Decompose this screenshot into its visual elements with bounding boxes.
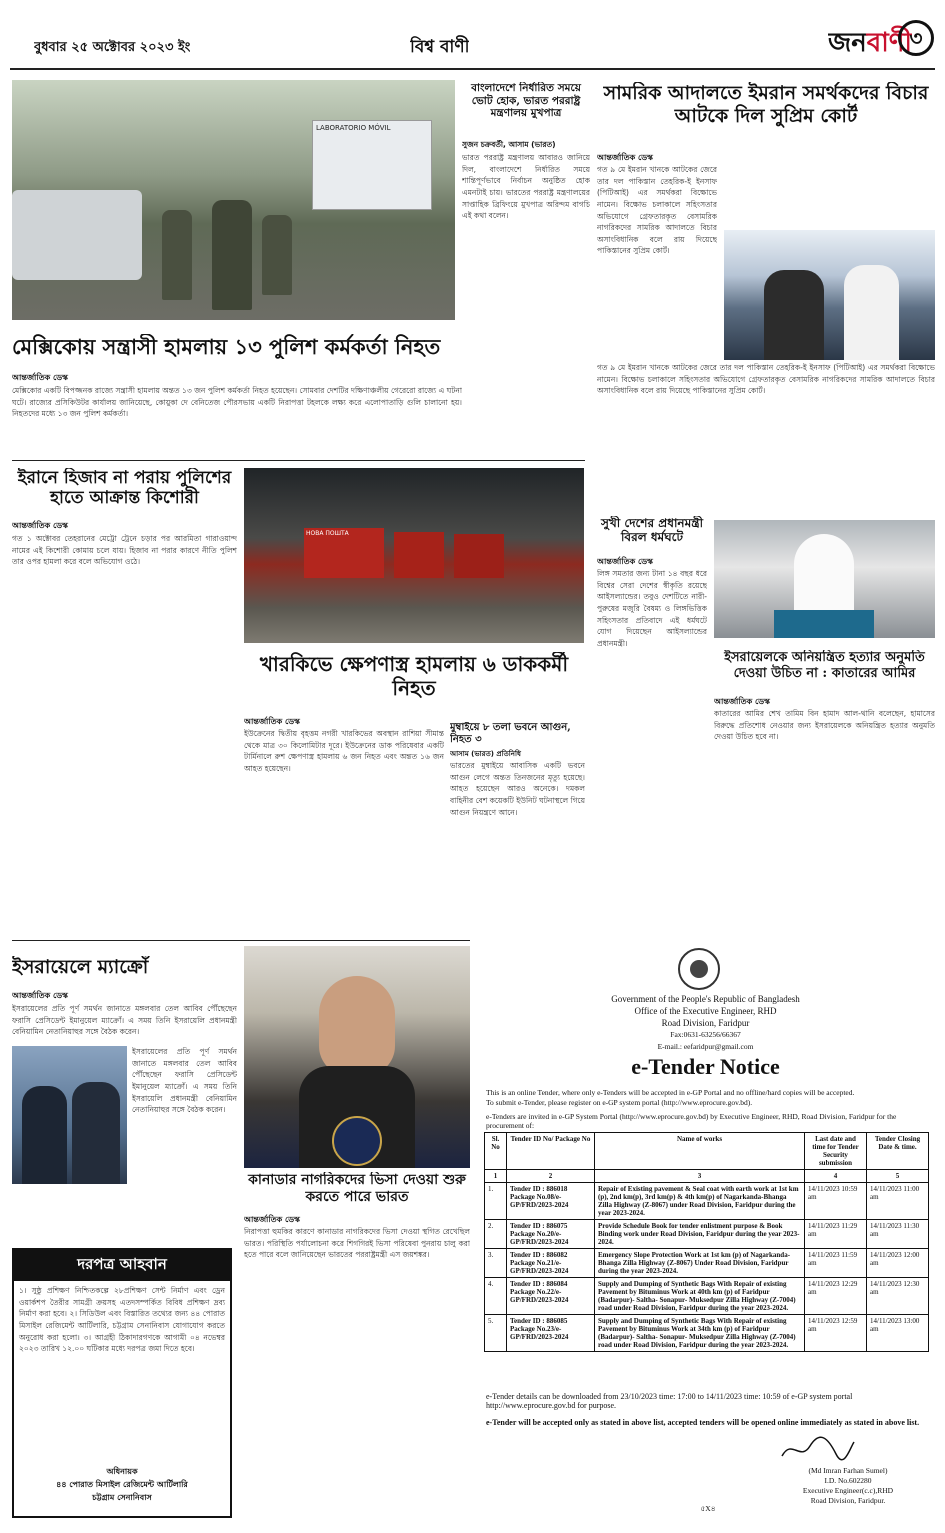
qatar-byline: আন্তর্জাতিক ডেস্ক — [714, 697, 770, 706]
section-divider — [12, 460, 585, 461]
canada-byline: আন্তর্জাতিক ডেস্ক — [244, 1215, 300, 1224]
person-figure — [22, 1086, 67, 1184]
table-row — [485, 1183, 929, 1220]
qatar-body: কাতারের আমির শেখ তামিম বিন হামাদ আল-থানি বলেছেন, হামাসের বিরুদ্ধে প্রতিশোধ নেওয়ার জন্য ইসরায়েলকে অনিয়ন্ত্রিত হত্যার অনুমতি দেওয়া উচিত হবে না। — [714, 709, 935, 742]
person-figure — [844, 265, 899, 360]
work-cell: Supply and Dumping of Synthetic Bags With Repair of existing Pavement by Bituminus Work at 34th km (p) of Faridpur (Badarpur)- Saltha- Sonapur- Muksedpur Zilla Highway (Z-7004) road under Road Division, Faridpur during the year 2023-2024. — [595, 1315, 805, 1352]
office-line: Office of the Executive Engineer, RHD — [634, 1006, 777, 1016]
sl-cell: 1. — [485, 1183, 507, 1220]
imran-photo — [724, 230, 935, 360]
podium — [774, 610, 874, 638]
closing-cell: 14/11/2023 12:00 am — [867, 1249, 929, 1278]
masthead-rule — [10, 68, 935, 70]
header-cell: Tender Closing Date & time. — [867, 1133, 929, 1170]
page-number: ৩ — [898, 20, 934, 56]
sl-cell: 3. — [485, 1249, 507, 1278]
tender-notice-bangla — [12, 1248, 232, 1518]
notice-signer-unit: ৪৪ পোরাত মিসাইল রেজিমেন্ট আর্টিলারি — [56, 1480, 188, 1489]
notice-signer-location: চট্টগ্রাম সেনানিবাস — [92, 1493, 152, 1502]
hijab-body: গত ১ অক্টোবর তেহরানের মেট্রো ট্রেনে চড়ার পর আরমিতা গারাওয়ান্দ নামের এই কিশোরী কোমায় চলে যায়। হিজাব না পরার কারণে নীতি পুলিশ তার ওপর হামলা করে বলে অভিযোগ ওঠে। — [12, 534, 237, 567]
hartal-body: লিঙ্গ সমতার জন্য টানা ১৪ বছর ধরে বিশ্বের সেরা দেশের স্বীকৃতি রয়েছে আইসল্যান্ডের। তবুও দেশটিতে নারী-পুরুষের মজুরি বৈষম্য ও লিঙ্গভিত্তিক সহিংসতার প্রতিবাদে এই ধর্মঘটে যোগ দিয়েছেন আইসল্যান্ডের প্রধানমন্ত্রী। — [597, 569, 707, 648]
mexico-byline: আন্তর্জাতিক ডেস্ক — [12, 373, 68, 382]
notice-title: দরপত্র আহবান — [14, 1250, 230, 1281]
macron-headline: ইসরায়েলে ম্যাক্রোঁ — [12, 956, 149, 978]
macron-byline: আন্তর্জাতিক ডেস্ক — [12, 991, 68, 1000]
post-container — [394, 532, 444, 578]
fax-line: Fax:0631-63256/66367 — [670, 1030, 741, 1039]
mumbai-body: ভারতের মুম্বাইয়ে আবাসিক একটি ভবনে আগুন লেগে অন্তত তিনজনের মৃত্যু হয়েছে। আহত হয়েছেন আরও অনেকে। দমকল বাহিনীর বেশ কয়েকটি ইউনিট ঘটনাস্থলে গিয়ে আগুন নিয়ন্ত্রণে আনে। — [450, 761, 585, 817]
signer-name: (Md Imran Farhan Sumel) — [808, 1466, 888, 1475]
work-cell: Repair of Existing pavement & Seal coat with earth work at 1st km (p), 2nd km(p), 3rd km(p) & 4th km(p) of Nagarkanda-Bhanga Zilla Highway (Z-8067) under Road Division, Faridpur during the year 2023-2024. — [595, 1183, 805, 1220]
email-line: E-mail.: eefaridpur@gmail.com — [657, 1042, 754, 1051]
gov-line: Government of the People's Republic of Bangladesh — [611, 994, 800, 1004]
intro-line-2: To submit e-Tender, please register on e-GP system portal (http://www.eprocure.gov.bd). — [486, 1098, 753, 1107]
pickup-truck — [12, 190, 142, 280]
hartal-byline: আন্তর্জাতিক ডেস্ক — [597, 557, 653, 566]
bangladesh-body: ভারত পররাষ্ট্র মন্ত্রণালয় আবারও জানিয়ে দিল, বাংলাদেশে নির্ধারিত সময়ে শান্তিপূর্ণভাবে নির্বাচন অনুষ্ঠিত হোক এমনটাই চায়। ভারতের পররাষ্ট্র মন্ত্রণালয়ের সাপ্তাহিক ব্রিফিংয়ে মুখপাত্র অরিন্দম বাগচি এই কথা বলেন। — [462, 153, 590, 221]
soldier-figure — [162, 210, 192, 300]
sl-cell: 2. — [485, 1220, 507, 1249]
section-divider — [12, 940, 470, 941]
division-line: Road Division, Faridpur — [661, 1018, 750, 1028]
canada-body: নিরাপত্তা হুমকির কারণে কানাডার নাগরিকদের ভিসা দেওয়া স্থগিত রেখেছিল ভারত। পরিস্থিতি পর্যালোচনা করে শিগগিরই ভিসা পরিষেবা পুনরায় চালু করা হতে পারে বলে জানিয়েছেন ভারতের পররাষ্ট্রমন্ত্রী এস জয়শঙ্কর। — [244, 1227, 470, 1260]
download-line: e-Tender details can be downloaded from 23/10/2023 time: 17:00 to 14/11/2023 time: 10:59 of e-GP system portal http://www.eprocure.gov.bd for purpose. — [486, 1392, 853, 1410]
notice-signer-title: অধিনায়ক — [106, 1467, 138, 1476]
tender-id-cell: Tender ID : 886018 Package No.08/e-GP/FRD/2023-2024 — [507, 1183, 595, 1220]
tender-table — [484, 1132, 929, 1352]
imran-byline: আন্তর্জাতিক ডেস্ক — [597, 153, 653, 162]
section-title: বিশ্ব বাণী — [410, 37, 470, 57]
macron-photo — [12, 1046, 127, 1184]
mexico-body: মেক্সিকোর একটি বিপজ্জনক রাজ্যে সন্ত্রাসী হামলায় অন্তত ১৩ জন পুলিশ কর্মকর্তা নিহত হয়েছেন। সোমবার দেশটির দক্ষিণাঞ্চলীয় গেরেরো রাজ্যে এ ঘটনা ঘটে। রাজ্যের প্রসিকিউটর কার্যালয় জানিয়েছে, কোয়ুকা দে বেনিতেজ পৌরসভায় একটি নিরাপত্তা টহলকে লক্ষ্য করে এলোপাতাড়ি গুলি চালানো হয়। নিহতদের মধ্যে ১৩ জন পুলিশ কর্মকর্তা। — [12, 386, 462, 419]
kharkiv-headline: খারকিভে ক্ষেপণাস্ত্র হামলায় ৬ ডাককর্মী নিহত — [259, 652, 569, 700]
container-label: НОВА ПОШТА — [306, 530, 349, 537]
tender-id-cell: Tender ID : 886084 Package No.22/e-GP/FRD/2023-2024 — [507, 1278, 595, 1315]
sl-cell: 4. — [485, 1278, 507, 1315]
tender-title: e-Tender Notice — [631, 1054, 780, 1079]
signer-title: Executive Engineer(c.c),RHD — [802, 1486, 894, 1495]
kharkiv-byline: আন্তর্জাতিক ডেস্ক — [244, 717, 300, 726]
intro-line-1: This is an online Tender, where only e-Tenders will be accepted in e-GP Portal and no offline/hard copies will be accepted. — [486, 1088, 855, 1097]
work-cell: Provide Schedule Book for tender enlistment purpose & Book Binding work under Road Division, Faridpur during the year 2023-2024. — [595, 1220, 805, 1249]
seal-emblem — [332, 1116, 382, 1166]
mumbai-byline: আসাম (ভারত) প্রতিনিধি — [450, 750, 521, 758]
kharkiv-photo — [244, 468, 584, 643]
column-number: 3 — [595, 1170, 805, 1183]
e-tender-notice — [478, 946, 933, 1516]
table-row — [485, 1220, 929, 1249]
signer-office: Road Division, Faridpur. — [810, 1496, 886, 1505]
macron-body-cont: ইসরায়েলের প্রতি পূর্ণ সমর্থন জানাতে মঙ্গলবার তেল আবিব পৌঁছেছেন ফরাসি প্রেসিডেন্ট ইমানুয়েল ম্যাক্রোঁ। এ সময় তিনি ইসরায়েলি প্রধানমন্ত্রী বেনিয়ামিন নেতানিয়াহুর সঙ্গে বৈঠক করেন। — [132, 1047, 237, 1115]
table-header-row — [485, 1133, 929, 1170]
hijab-byline: আন্তর্জাতিক ডেস্ক — [12, 521, 68, 530]
person-figure — [72, 1082, 120, 1184]
column-number: 2 — [507, 1170, 595, 1183]
column-number: 1 — [485, 1170, 507, 1183]
bangladesh-headline: বাংলাদেশে নির্ধারিত সময়ে ভোট হোক, ভারত পররাষ্ট্র মন্ত্রণালয় মুখপাত্র — [471, 82, 581, 120]
soldier-figure — [262, 215, 292, 295]
bangladesh-byline: সুজন চক্রবর্তী, আসাম (ভারত) — [462, 140, 556, 149]
hartal-headline: সুখী দেশের প্রধানমন্ত্রী বিরল ধর্মঘটে — [600, 516, 704, 545]
logo-part-a: জন — [828, 28, 867, 58]
post-container — [454, 534, 504, 578]
ad-reference: ৫X৪ — [700, 1504, 716, 1513]
closing-cell: 14/11/2023 13:00 am — [867, 1315, 929, 1352]
lab-truck — [312, 120, 432, 210]
canada-headline: কানাডার নাগরিকদের ভিসা দেওয়া শুরু করতে পারে ভারত — [248, 1172, 466, 1205]
security-cell: 14/11/2023 12:59 am — [805, 1315, 867, 1352]
tender-id-cell: Tender ID : 886085 Package No.23/e-GP/FRD/2023-2024 — [507, 1315, 595, 1352]
security-cell: 14/11/2023 10:59 am — [805, 1183, 867, 1220]
imran-headline: সামরিক আদালতে ইমরান সমর্থকদের বিচার আটকে দিল সুপ্রিম কোর্ট — [603, 82, 929, 127]
closing-cell: 14/11/2023 12:30 am — [867, 1278, 929, 1315]
government-seal-icon — [678, 948, 720, 990]
issue-date: বুধবার ২৫ অক্টোবর ২০২৩ ইং — [34, 40, 191, 55]
imran-body-cont: গত ৯ মে ইমরান খানকে আটকের জেরে তার দল পাকিস্তান তেহরিক-ই ইনসাফ (পিটিআই) এর সমর্থকরা বিক্ষোভে নামেন। বিক্ষোভ চলাকালে সহিংসতার অভিযোগে গ্রেফতারকৃত বেসামরিক নাগরিকদের সামরিক আদালতে বিচার অসাংবিধানিক বলে রায় দিয়েছে পাকিস্তানের সুপ্রিম কোর্ট। — [597, 363, 935, 396]
table-row — [485, 1315, 929, 1352]
header-cell: Last date and time for Tender Security submission — [805, 1133, 867, 1170]
tender-id-cell: Tender ID : 886075 Package No.20/e-GP/FRD/2023-2024 — [507, 1220, 595, 1249]
table-row — [485, 1278, 929, 1315]
table-number-row — [485, 1170, 929, 1183]
kharkiv-body: ইউক্রেনের দ্বিতীয় বৃহত্তম নগরী খারকিভের অবস্থান রাশিয়া সীমান্ত থেকে মাত্র ৩০ কিলোমিটার দূরে। ইউক্রেনের ডাক পরিষেবার একটি টার্মিনালে রুশ ক্ষেপণাস্ত্র হামলায় ৬ জন নিহত এবং অন্তত ১৬ জন আহত হয়েছেন। — [244, 729, 444, 773]
tender-id-cell: Tender ID : 886082 Package No.21/e-GP/FRD/2023-2024 — [507, 1249, 595, 1278]
accept-line: e-Tender will be accepted only as stated in above list, accepted tenders will be opened online immediately as stated in above list. — [486, 1418, 920, 1427]
mexico-photo — [12, 80, 455, 320]
soldier-figure — [212, 200, 252, 310]
post-container — [304, 528, 384, 578]
intro-line-3: e-Tenders are invited in e-GP System Portal (http://www.eprocure.gov.bd) by Executive Engineer, RHD, Road Division, Faridpur for the procurement of: — [486, 1112, 897, 1130]
signature-mark — [778, 1434, 858, 1464]
macron-body: ইসরায়েলের প্রতি পূর্ণ সমর্থন জানাতে মঙ্গলবার তেল আবিব পৌঁছেছেন ফরাসি প্রেসিডেন্ট ইমানুয়েল ম্যাক্রোঁ। এ সময় তিনি ইসরায়েলি প্রধানমন্ত্রী বেনিয়ামিন নেতানিয়াহুর সঙ্গে বৈঠক করেন। — [12, 1004, 237, 1037]
truck-label: LABORATORIO MÓVIL — [316, 124, 391, 132]
header-cell: Name of works — [595, 1133, 805, 1170]
work-cell: Emergency Slope Protection Work at 1st km (p) of Nagarkanda-Bhanga Zilla Highway (Z-8067) Under Road Division, Faridpur during the year 2023-2024. — [595, 1249, 805, 1278]
security-cell: 14/11/2023 11:29 am — [805, 1220, 867, 1249]
security-cell: 14/11/2023 12:29 am — [805, 1278, 867, 1315]
column-number: 5 — [867, 1170, 929, 1183]
qatar-headline: ইসরায়েলকে অনিয়ন্ত্রিত হত্যার অনুমতি দেওয়া উচিত না : কাতারের আমির — [724, 650, 925, 681]
imran-body: গত ৯ মে ইমরান খানকে আটকের জেরে তার দল পাকিস্তান তেহরিক-ই ইনসাফ (পিটিআই) এর সমর্থকরা বিক্ষোভে নামেন। বিক্ষোভ চলাকালে সহিংসতার অভিযোগে গ্রেফতারকৃত বেসামরিক নাগরিকদের সামরিক আদালতে বিচার অসাংবিধানিক বলে রায় দিয়েছে পাকিস্তানের সুপ্রিম কোর্ট। — [597, 165, 717, 256]
signer-id: I.D. No.602280 — [824, 1476, 872, 1485]
column-number: 4 — [805, 1170, 867, 1183]
security-cell: 14/11/2023 11:59 am — [805, 1249, 867, 1278]
closing-cell: 14/11/2023 11:30 am — [867, 1220, 929, 1249]
sl-cell: 5. — [485, 1315, 507, 1352]
header-cell: Sl. No — [485, 1133, 507, 1170]
work-cell: Supply and Dumping of Synthetic Bags With Repair of existing Pavement by Bituminus Work at 40th km (p) of Faridpur (Badarpur)- Saltha- Sonapur- Muksedpur Zilla Highway (Z-7004) road under Road Division, Faridpur during the year 2023-2024. — [595, 1278, 805, 1315]
hijab-headline: ইরানে হিজাব না পরায় পুলিশের হাতে আক্রান্ত কিশোরী — [17, 468, 232, 509]
person-figure — [764, 270, 824, 360]
jaishankar-photo — [244, 946, 470, 1168]
closing-cell: 14/11/2023 11:00 am — [867, 1183, 929, 1220]
qatar-photo — [714, 520, 935, 638]
mexico-headline: মেক্সিকোয় সন্ত্রাসী হামলায় ১৩ পুলিশ কর্মকর্তা নিহত — [12, 334, 441, 359]
masthead — [0, 0, 945, 72]
logo-part-b: বাণী — [866, 28, 912, 58]
table-row — [485, 1249, 929, 1278]
header-cell: Tender ID No/ Package No — [507, 1133, 595, 1170]
mumbai-headline: মুম্বাইয়ে ৮ তলা ভবনে আগুন, নিহত ৩ — [450, 722, 571, 745]
notice-body: ১। সুষ্ঠু প্রশিক্ষণ নিশ্চিতকল্পে ২৮প্রশিক্ষণ সেন্ট নির্মাণ এবং ড্রেন ওয়ার্কশপ তৈরীর সামগ্রী ক্রয়সহ এতদসম্পর্কিত বিবিধ প্রশিক্ষণ দ্রব্য নির্মাণ করা হবে। ২। সিডিউল এবং বিস্তারিত তথ্যের জন্য ৪৪ পোরাত মিসাইল রেজিমেন্ট আর্টিলারি, চট্টগ্রাম সেনানিবাস যোগাযোগ করতে অনুরোধ করা হলো। ৩। আগ্রহী ঠিকাদারগণকে আগামী ০৪ নভেম্বর ২০২৩ তারিখ ১২.০০ ঘটিকার মধ্যে দরপত্র জমা দিতে হবে। — [19, 1286, 225, 1354]
person-face — [319, 976, 395, 1076]
